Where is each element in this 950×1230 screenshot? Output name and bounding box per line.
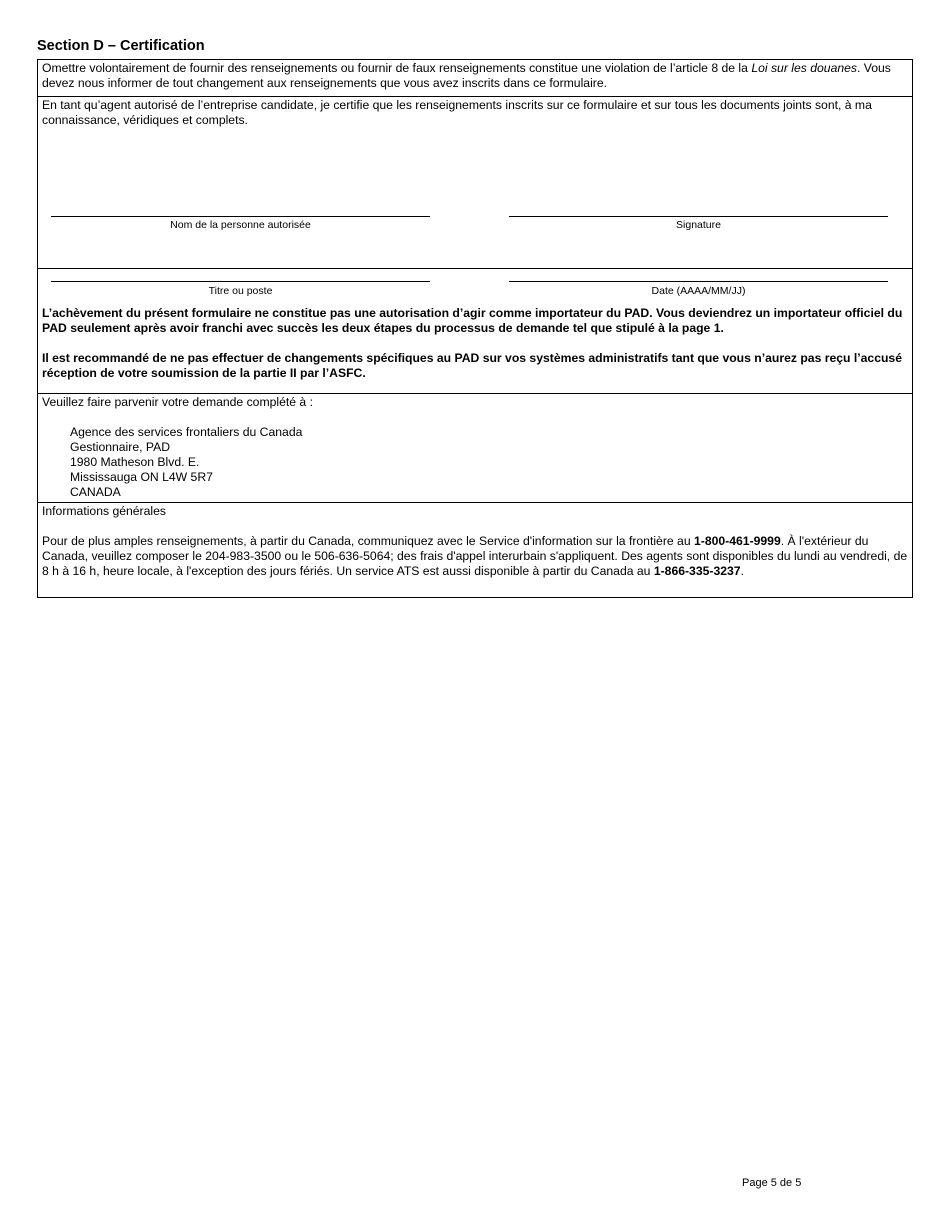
warning-text-after: . Vous devez nous informer de tout changement aux renseignements que vous avez inscrits dans ce formulaire. (42, 61, 891, 90)
title-field-label: Titre ou poste (208, 285, 273, 297)
address-line: Agence des services frontaliers du Canada (70, 425, 303, 439)
name-field-label: Nom de la personne autorisée (170, 219, 311, 231)
general-info-text-1: Pour de plus amples renseignements, à partir du Canada, communiquez avec le Service d'information sur la frontière au (42, 534, 694, 548)
general-info-row (38, 503, 912, 597)
law-name: Loi sur les douanes (751, 61, 858, 75)
certification-form (37, 59, 913, 598)
address-intro: Veuillez faire parvenir votre demande complété à : (42, 395, 313, 409)
general-info-text-3: . (740, 564, 744, 578)
address-line: 1980 Matheson Blvd. E. (70, 455, 200, 469)
name-field[interactable] (51, 216, 430, 217)
certification-row (38, 97, 912, 297)
date-field-label: Date (AAAA/MM/JJ) (651, 285, 746, 297)
warning-row (38, 60, 912, 97)
mailing-address (70, 425, 908, 500)
signature-field-label: Signature (676, 219, 721, 231)
address-line: Mississauga ON L4W 5R7 (70, 470, 213, 484)
signature-field[interactable] (509, 216, 888, 217)
address-line: CANADA (70, 485, 121, 499)
phone-number-tty: 1-866-335-3237 (653, 564, 741, 578)
section-title: Section D – Certification (37, 38, 205, 54)
warning-text (42, 61, 908, 91)
title-field[interactable] (51, 281, 430, 282)
address-row (38, 394, 912, 503)
address-line: Gestionnaire, PAD (70, 440, 171, 454)
general-info-text (42, 534, 908, 579)
notice-paragraph-1: L’achèvement du présent formulaire ne constitue pas une autorisation d’agir comme importateur du PAD. Vous deviendrez un importateur officiel du PAD seulement après avoir franchi avec succès les deux étapes du processus de demande tel que stipulé à la page 1. (42, 306, 903, 335)
date-field[interactable] (509, 281, 888, 282)
general-info-heading: Informations générales (42, 504, 166, 518)
notice-row (38, 303, 912, 394)
general-info-text-2: . À l'extérieur du Canada, veuillez composer le 204-983-3500 ou le 506-636-5064; des frais d'appel interurbain s'appliquent. Des agents sont disponibles du lundi au vendredi, de 8 h à 16 h, heure locale, à l'exception des jours fériés. Un service ATS est aussi disponible à partir du Canada au (42, 534, 908, 578)
phone-number-bif: 1-800-461-9999 (694, 534, 781, 548)
certification-statement: En tant qu’agent autorisé de l’entreprise candidate, je certifie que les renseignements inscrits sur ce formulaire et sur tous les documents joints sont, à ma connaissance, véridiques et complets. (42, 98, 872, 127)
notice-paragraph-2: Il est recommandé de ne pas effectuer de changements spécifiques au PAD sur vos systèmes administratifs tant que vous n’aurez pas reçu l’accusé réception de votre soumission de la partie II par l’ASFC. (42, 351, 902, 380)
page-number: Page 5 de 5 (742, 1177, 802, 1189)
warning-text-before: Omettre volontairement de fournir des renseignements ou fournir de faux renseignements constitue une violation de l’article 8 de la (42, 61, 752, 75)
